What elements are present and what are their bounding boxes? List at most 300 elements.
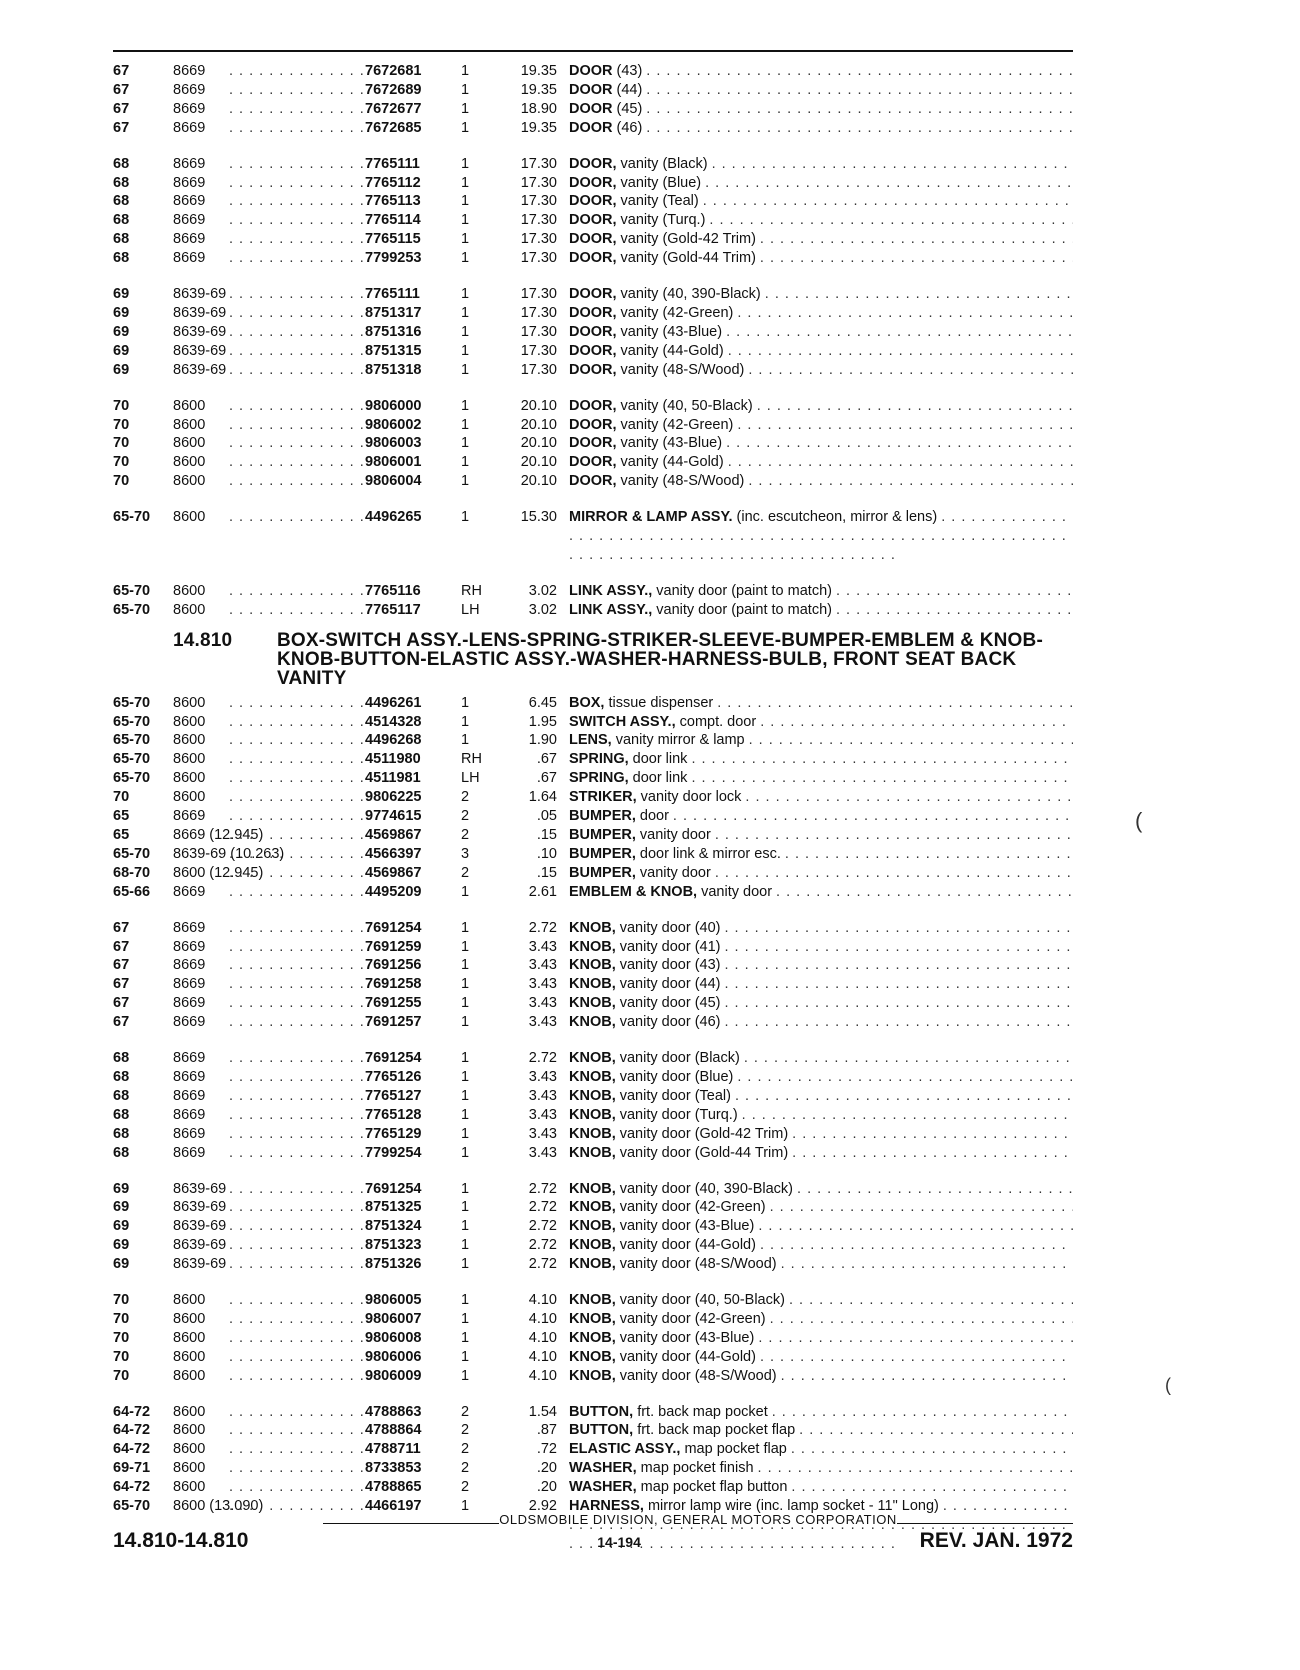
- leader-dots: [229, 956, 365, 975]
- leader-dots: [836, 601, 1073, 620]
- model-year: 68: [113, 1050, 130, 1067]
- spacer: [557, 1310, 569, 1329]
- part-description: [569, 1329, 1073, 1348]
- body-model: 8669: [173, 119, 206, 136]
- quantity: 1: [461, 323, 470, 340]
- body-model: 8639-69: [173, 361, 227, 378]
- part-row: [113, 826, 1073, 845]
- body-model: 8639-69: [173, 342, 227, 359]
- leader-dots: [229, 1255, 365, 1274]
- quantity: 1: [461, 454, 470, 471]
- part-detail: frt. back map pocket: [637, 1403, 768, 1420]
- leader-dots: [229, 1144, 365, 1163]
- body-model: 8669: [173, 976, 206, 993]
- part-description: [569, 1236, 1073, 1255]
- part-group: [113, 1180, 1073, 1275]
- quantity: 1: [461, 1329, 470, 1346]
- model-year: 70: [113, 435, 130, 452]
- quantity: 1: [461, 361, 470, 378]
- spacer: [557, 1144, 569, 1163]
- leader-dots: [229, 694, 365, 713]
- leader-dots: [776, 883, 1073, 902]
- quantity: 2: [461, 1403, 470, 1420]
- part-description: [569, 100, 1073, 119]
- part-row: [113, 285, 1073, 304]
- quantity: 1: [461, 193, 470, 210]
- leader-dots: [735, 1087, 1073, 1106]
- spacer: [557, 249, 569, 268]
- part-detail: vanity door (paint to match): [656, 582, 832, 599]
- part-description: [569, 1310, 1073, 1329]
- price: 20.10: [520, 435, 557, 452]
- parts-list-lower: [113, 694, 1073, 1554]
- leader-dots: [229, 994, 365, 1013]
- quantity: 1: [461, 1014, 470, 1031]
- body-model: 8600: [173, 713, 206, 730]
- part-description: [569, 956, 1073, 975]
- leader-dots: [772, 1403, 1073, 1422]
- model-year: 65-70: [113, 582, 151, 599]
- part-number: 7691259: [365, 938, 422, 955]
- part-number: 7691254: [365, 1050, 422, 1067]
- part-description: [569, 750, 1073, 769]
- leader-dots: [781, 1255, 1073, 1274]
- model-year: 67: [113, 119, 130, 136]
- price: 17.30: [520, 304, 557, 321]
- part-detail: vanity door (40): [619, 919, 721, 936]
- quantity: 1: [461, 212, 470, 229]
- quantity: 1: [461, 919, 470, 936]
- leader-dots: [229, 975, 365, 994]
- part-detail: (45): [616, 100, 643, 117]
- part-description: [569, 119, 1073, 138]
- quantity: 1: [461, 1068, 470, 1085]
- part-description: [569, 304, 1073, 323]
- model-year: 69: [113, 1256, 130, 1273]
- body-model: 8600: [173, 1310, 206, 1327]
- part-name: DOOR,: [569, 286, 617, 303]
- leader-dots: [715, 864, 1073, 883]
- part-detail: vanity mirror & lamp: [615, 732, 745, 749]
- part-detail: vanity door (Gold-42 Trim): [619, 1125, 789, 1142]
- spacer: [557, 1348, 569, 1367]
- footer-rule-right: [897, 1523, 1073, 1524]
- part-number: 8751325: [365, 1199, 422, 1216]
- spacer: [557, 938, 569, 957]
- parts-page: [113, 50, 1073, 1571]
- price: 3.43: [528, 957, 557, 974]
- body-model: 8669: [173, 1125, 206, 1142]
- leader-dots: [760, 713, 1073, 732]
- model-year: 68: [113, 212, 130, 229]
- quantity: 1: [461, 119, 470, 136]
- model-year: 70: [113, 454, 130, 471]
- model-year: 67: [113, 919, 130, 936]
- leader-dots: [229, 1403, 365, 1422]
- part-number: 8751317: [365, 304, 422, 321]
- price: 17.30: [520, 286, 557, 303]
- part-detail: map pocket finish: [640, 1460, 754, 1477]
- quantity: 1: [461, 1237, 470, 1254]
- leader-dots: [229, 864, 365, 883]
- price: 17.30: [520, 155, 557, 172]
- body-model: 8600 (13.090): [173, 1498, 264, 1515]
- part-name: KNOB,: [569, 1237, 616, 1254]
- model-year: 70: [113, 1310, 130, 1327]
- part-row: [113, 119, 1073, 138]
- quantity: 1: [461, 1256, 470, 1273]
- leader-dots: [765, 285, 1073, 304]
- part-row: [113, 1013, 1073, 1032]
- part-detail: vanity door (44-Gold): [619, 1237, 756, 1254]
- leader-dots: [726, 323, 1073, 342]
- part-number: 7691258: [365, 976, 422, 993]
- part-description: [569, 994, 1073, 1013]
- part-row: [113, 883, 1073, 902]
- body-model: 8600: [173, 1479, 206, 1496]
- price: .67: [536, 751, 557, 768]
- model-year: 69: [113, 361, 130, 378]
- part-name: DOOR,: [569, 193, 617, 210]
- model-year: 68-70: [113, 864, 151, 881]
- quantity: 1: [461, 174, 470, 191]
- leader-dots: [760, 1348, 1073, 1367]
- leader-dots: [229, 750, 365, 769]
- part-number: 9806005: [365, 1292, 422, 1309]
- quantity: 2: [461, 1441, 470, 1458]
- part-number: 4511981: [365, 770, 421, 787]
- leader-dots: [737, 1068, 1073, 1087]
- leader-dots: [229, 1348, 365, 1367]
- part-description: [569, 1367, 1073, 1386]
- spacer: [557, 731, 569, 750]
- spacer: [557, 508, 569, 565]
- part-detail: vanity (Blue): [620, 174, 702, 191]
- part-number: 4788863: [365, 1403, 422, 1420]
- spacer: [557, 1125, 569, 1144]
- part-detail: vanity door (46): [619, 1014, 721, 1031]
- part-detail: vanity door (41): [619, 938, 721, 955]
- quantity: 1: [461, 694, 470, 711]
- body-model: 8639-69: [173, 1180, 227, 1197]
- part-number: 4496268: [365, 732, 422, 749]
- part-name: DOOR,: [569, 435, 617, 452]
- part-description: [569, 1125, 1073, 1144]
- model-year: 69: [113, 1199, 130, 1216]
- division-name: OLDSMOBILE DIVISION, GENERAL MOTORS CORPORATION: [499, 1512, 897, 1527]
- price: 19.35: [520, 63, 557, 79]
- part-number: 9806001: [365, 454, 422, 471]
- leader-dots: [229, 1236, 365, 1255]
- leader-dots: [229, 731, 365, 750]
- model-year: 70: [113, 473, 130, 490]
- body-model: 8669: [173, 919, 206, 936]
- leader-dots: [229, 285, 365, 304]
- part-description: [569, 1049, 1073, 1068]
- body-model: 8600: [173, 694, 206, 711]
- model-year: 65-70: [113, 601, 151, 618]
- leader-dots: [229, 453, 365, 472]
- leader-dots: [229, 1329, 365, 1348]
- body-model: 8600: [173, 770, 206, 787]
- part-number: 9806002: [365, 416, 422, 433]
- quantity: 1: [461, 1050, 470, 1067]
- spacer: [557, 1291, 569, 1310]
- leader-dots: [758, 1329, 1073, 1348]
- part-row: [113, 864, 1073, 883]
- part-description: [569, 323, 1073, 342]
- body-model: 8669: [173, 81, 206, 98]
- part-name: DOOR,: [569, 155, 617, 172]
- leader-dots: [760, 249, 1073, 268]
- spacer: [557, 956, 569, 975]
- price: 17.30: [520, 212, 557, 229]
- leader-dots: [229, 788, 365, 807]
- part-row: [113, 304, 1073, 323]
- part-detail: vanity door (48-S/Wood): [619, 1367, 777, 1384]
- part-row: [113, 1478, 1073, 1497]
- spacer: [557, 397, 569, 416]
- price: 17.30: [520, 342, 557, 359]
- price: 4.10: [528, 1292, 557, 1309]
- part-row: [113, 81, 1073, 100]
- quantity: 2: [461, 789, 470, 806]
- part-detail: vanity (42-Green): [620, 416, 734, 433]
- part-detail: vanity (44-Gold): [620, 454, 724, 471]
- body-model: 8669: [173, 155, 206, 172]
- leader-dots: [646, 100, 1073, 119]
- price: 3.43: [528, 995, 557, 1012]
- part-name: KNOB,: [569, 1310, 616, 1327]
- price: 1.54: [528, 1403, 557, 1420]
- part-row: [113, 919, 1073, 938]
- spacer: [557, 769, 569, 788]
- part-description: [569, 1291, 1073, 1310]
- model-year: 70: [113, 397, 130, 414]
- body-model: 8600: [173, 1329, 206, 1346]
- part-number: 4496261: [365, 694, 422, 711]
- leader-dots: [757, 397, 1073, 416]
- leader-dots: [791, 1478, 1073, 1497]
- leader-dots: [836, 582, 1073, 601]
- part-detail: vanity door (40, 390-Black): [619, 1180, 794, 1197]
- leader-dots: [229, 81, 365, 100]
- leader-dots: [229, 119, 365, 138]
- spacer: [557, 826, 569, 845]
- model-year: 69: [113, 286, 130, 303]
- part-number: 7691257: [365, 1014, 422, 1031]
- part-number: 7672689: [365, 81, 422, 98]
- part-name: KNOB,: [569, 1125, 616, 1142]
- part-number: 7765115: [365, 231, 421, 248]
- part-row: [113, 1144, 1073, 1163]
- part-detail: vanity door (40, 50-Black): [619, 1292, 785, 1309]
- part-description: [569, 601, 1073, 620]
- model-year: 65-70: [113, 732, 151, 749]
- spacer: [557, 1421, 569, 1440]
- body-model: 8600: [173, 435, 206, 452]
- spacer: [557, 1068, 569, 1087]
- leader-dots: [229, 1013, 365, 1032]
- leader-dots: [229, 416, 365, 435]
- part-number: 4788864: [365, 1422, 422, 1439]
- model-year: 64-72: [113, 1422, 151, 1439]
- spacer: [557, 304, 569, 323]
- leader-dots: [229, 1421, 365, 1440]
- leader-dots: [229, 1310, 365, 1329]
- part-number: 7672685: [365, 119, 422, 136]
- part-name: SPRING,: [569, 770, 629, 787]
- price: 19.35: [520, 119, 557, 136]
- price: 17.30: [520, 174, 557, 191]
- body-model: 8669: [173, 250, 206, 267]
- part-description: [569, 342, 1073, 361]
- spacer: [557, 342, 569, 361]
- part-name: KNOB,: [569, 1106, 616, 1123]
- quantity: 1: [461, 883, 470, 900]
- part-number: 7765114: [365, 212, 421, 229]
- part-description: [569, 1348, 1073, 1367]
- part-number: 7672677: [365, 100, 422, 117]
- body-model: 8600: [173, 1292, 206, 1309]
- spacer: [557, 582, 569, 601]
- leader-dots: [737, 416, 1073, 435]
- model-year: 70: [113, 1367, 130, 1384]
- body-model: 8669: [173, 938, 206, 955]
- body-model: 8669: [173, 63, 206, 79]
- part-description: [569, 864, 1073, 883]
- leader-dots: [229, 713, 365, 732]
- leader-dots: [229, 361, 365, 380]
- part-name: LINK ASSY.,: [569, 582, 653, 599]
- part-row: [113, 582, 1073, 601]
- part-description: [569, 845, 1073, 864]
- quantity: RH: [461, 582, 482, 599]
- model-year: 68: [113, 231, 130, 248]
- body-model: 8639-69: [173, 1237, 227, 1254]
- part-number: 7799254: [365, 1144, 422, 1161]
- revision-date: REV. JAN. 1972: [919, 1529, 1073, 1552]
- part-name: DOOR,: [569, 397, 617, 414]
- part-number: 4466197: [365, 1498, 422, 1515]
- quantity: 1: [461, 416, 470, 433]
- part-name: DOOR,: [569, 174, 617, 191]
- body-model: 8600: [173, 601, 206, 618]
- part-row: [113, 975, 1073, 994]
- leader-dots: [229, 1049, 365, 1068]
- spacer: [557, 1087, 569, 1106]
- part-detail: tissue dispenser: [608, 694, 714, 711]
- part-description: [569, 1255, 1073, 1274]
- leader-dots: [229, 1367, 365, 1386]
- spacer: [557, 285, 569, 304]
- part-description: [569, 807, 1073, 826]
- part-name: LINK ASSY.,: [569, 601, 653, 618]
- leader-dots: [229, 1478, 365, 1497]
- leader-dots: [229, 1217, 365, 1236]
- part-detail: map pocket flap button: [640, 1479, 788, 1496]
- body-model: 8669: [173, 1068, 206, 1085]
- part-number: 7765112: [365, 174, 421, 191]
- part-name: KNOB,: [569, 1348, 616, 1365]
- margin-mark: (: [1135, 808, 1143, 833]
- part-detail: frt. back map pocket flap: [637, 1422, 796, 1439]
- leader-dots: [742, 1106, 1073, 1125]
- part-name: MIRROR & LAMP ASSY.: [569, 509, 733, 526]
- part-number: 4569867: [365, 827, 422, 843]
- part-number: 8751315: [365, 342, 422, 359]
- leader-dots: [789, 1291, 1073, 1310]
- price: 19.35: [520, 81, 557, 98]
- part-detail: vanity door (45): [619, 995, 721, 1012]
- spacer: [557, 919, 569, 938]
- part-row: [113, 62, 1073, 81]
- quantity: 2: [461, 827, 470, 843]
- part-number: 9806008: [365, 1329, 422, 1346]
- part-name: KNOB,: [569, 1292, 616, 1309]
- part-description: [569, 826, 1073, 845]
- leader-dots: [792, 1125, 1073, 1144]
- model-year: 68: [113, 155, 130, 172]
- spacer: [557, 155, 569, 174]
- part-name: WASHER,: [569, 1479, 637, 1496]
- leader-dots: [229, 1198, 365, 1217]
- spacer: [557, 211, 569, 230]
- body-model: 8669: [173, 808, 206, 825]
- leader-dots: [229, 192, 365, 211]
- quantity: 1: [461, 509, 470, 526]
- part-detail: vanity door (43-Blue): [619, 1329, 755, 1346]
- part-name: DOOR,: [569, 473, 617, 490]
- price: 17.30: [520, 193, 557, 210]
- leader-dots: [229, 1087, 365, 1106]
- part-detail: vanity door (paint to match): [656, 601, 832, 618]
- spacer: [557, 713, 569, 732]
- model-year: 68: [113, 174, 130, 191]
- part-description: [569, 192, 1073, 211]
- body-model: 8600 (12.945): [173, 864, 264, 881]
- leader-dots: [709, 211, 1073, 230]
- spacer: [557, 694, 569, 713]
- model-year: 68: [113, 1106, 130, 1123]
- part-detail: vanity door (42-Green): [619, 1199, 766, 1216]
- quantity: 2: [461, 808, 470, 825]
- part-name: KNOB,: [569, 1144, 616, 1161]
- body-model: 8669: [173, 1014, 206, 1031]
- part-detail: vanity (Gold-42 Trim): [620, 231, 756, 248]
- part-number: 9774615: [365, 808, 422, 825]
- part-detail: vanity (Teal): [620, 193, 699, 210]
- part-name: DOOR: [569, 119, 613, 136]
- quantity: 1: [461, 1106, 470, 1123]
- part-row: [113, 769, 1073, 788]
- part-name: KNOB,: [569, 1087, 616, 1104]
- body-model: 8669: [173, 100, 206, 117]
- part-detail: vanity (40, 390-Black): [620, 286, 761, 303]
- part-description: [569, 1087, 1073, 1106]
- model-year: 65-66: [113, 883, 151, 900]
- leader-dots: [705, 174, 1073, 193]
- body-model: 8600: [173, 1403, 206, 1420]
- quantity: 1: [461, 1292, 470, 1309]
- price: 2.72: [528, 1256, 557, 1273]
- leader-dots: [781, 1367, 1073, 1386]
- part-name: DOOR: [569, 81, 613, 98]
- part-name: KNOB,: [569, 976, 616, 993]
- part-description: [569, 155, 1073, 174]
- part-group: [113, 919, 1073, 1032]
- part-description: [569, 694, 1073, 713]
